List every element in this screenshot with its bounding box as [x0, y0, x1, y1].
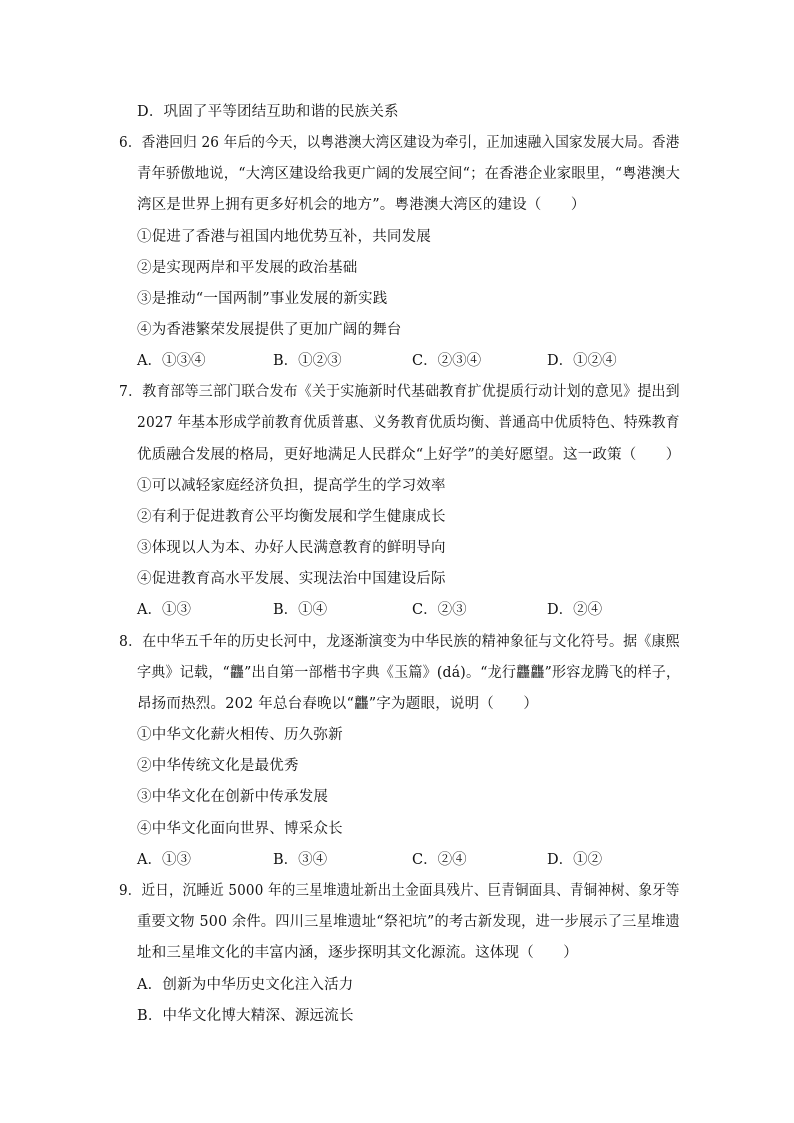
q7-statement-2: ②有利于促进教育公平均衡发展和学生健康成长 — [137, 509, 446, 525]
q7-stem-line-1: 7．教育部等三部门联合发布《关于实施新时代基础教育扩优提质行动计划的意见》提出到 — [119, 384, 680, 400]
q6-statement-1: ①促进了香港与祖国内地优势互补，共同发展 — [137, 229, 431, 245]
q8-statement-1: ①中华文化薪火相传、历久弥新 — [137, 727, 343, 743]
q8-stem-line-2: 字典》记载，“龘”出自第一部楷书字典《玉篇》(dá)。“龙行龘龘”形容龙腾飞的样子， — [137, 665, 681, 681]
q6-stem-line-1: 6．香港回归 26 年后的今天，以粤港澳大湾区建设为牵引，正加速融入国家发展大局。香港 — [119, 135, 680, 151]
q7-statement-4: ④促进教育高水平发展、实现法治中国建设后际 — [137, 571, 446, 587]
q7-option-d[interactable]: D．②④ — [547, 602, 603, 618]
q7-option-a[interactable]: A．①③ — [137, 602, 191, 618]
q9-stem-line-1: 9．近日，沉睡近 5000 年的三星堆遗址新出土金面具残片、巨青铜面具、青铜神树、象牙等 — [119, 883, 680, 899]
q6-option-d[interactable]: D．①②④ — [547, 353, 617, 369]
q6-statement-3: ③是推动“一国两制”事业发展的新实践 — [137, 291, 388, 307]
q6-stem-line-2: 青年骄傲地说，“大湾区建设给我更广阔的发展空间“；在香港企业家眼里，“粤港澳大 — [137, 166, 681, 182]
q5-option-d: D．巩固了平等团结互助和谐的民族关系 — [137, 104, 399, 120]
q7-statement-1: ①可以减轻家庭经济负担，提高学生的学习效率 — [137, 478, 446, 494]
q7-statement-3: ③体现以人为本、办好人民满意教育的鲜明导向 — [137, 540, 446, 556]
q7-option-b[interactable]: B．①④ — [273, 602, 328, 618]
q9-option-a[interactable]: A．创新为中华历史文化注入活力 — [137, 977, 354, 993]
q9-stem-line-3: 址和三星堆文化的丰富内涵，逐步探明其文化源流。这体现（ ） — [137, 945, 578, 961]
q8-option-d[interactable]: D．①② — [547, 852, 603, 868]
q7-stem-line-3: 优质融合发展的格局，更好地满足人民群众“上好学”的美好愿望。这一政策（ ） — [137, 447, 681, 463]
q6-option-b[interactable]: B．①②③ — [273, 353, 342, 369]
q9-option-b[interactable]: B．中华文化博大精深、源远流长 — [137, 1008, 354, 1024]
q8-statement-4: ④中华文化面向世界、博采众长 — [137, 821, 343, 837]
q9-stem-line-2: 重要文物 500 余件。四川三星堆遗址“祭祀坑”的考古新发现，进一步展示了三星堆遗 — [137, 914, 680, 930]
q6-statement-4: ④为香港繁荣发展提供了更加广阔的舞台 — [137, 322, 402, 338]
q8-statement-2: ②中华传统文化是最优秀 — [137, 758, 299, 774]
q8-statement-3: ③中华文化在创新中传承发展 — [137, 789, 329, 805]
q8-option-c[interactable]: C．②④ — [412, 852, 467, 868]
q6-option-c[interactable]: C．②③④ — [412, 353, 482, 369]
q8-stem-line-1: 8．在中华五千年的历史长河中，龙逐渐演变为中华民族的精神象征与文化符号。据《康熙 — [119, 634, 680, 650]
q7-option-c[interactable]: C．②③ — [412, 602, 467, 618]
q6-statement-2: ②是实现两岸和平发展的政治基础 — [137, 260, 358, 276]
q8-option-b[interactable]: B．③④ — [273, 852, 328, 868]
q6-stem-line-3: 湾区是世界上拥有更多好机会的地方”。粤港澳大湾区的建设（ ） — [137, 197, 586, 213]
q7-stem-line-2: 2027 年基本形成学前教育优质普惠、义务教育优质均衡、普通高中优质特色、特殊教育 — [137, 415, 680, 431]
q8-option-a[interactable]: A．①③ — [137, 852, 191, 868]
q8-stem-line-3: 昂扬而热烈。202 年总台春晚以“龘”字为题眼，说明（ ） — [137, 696, 539, 712]
q6-option-a[interactable]: A．①③④ — [137, 353, 206, 369]
